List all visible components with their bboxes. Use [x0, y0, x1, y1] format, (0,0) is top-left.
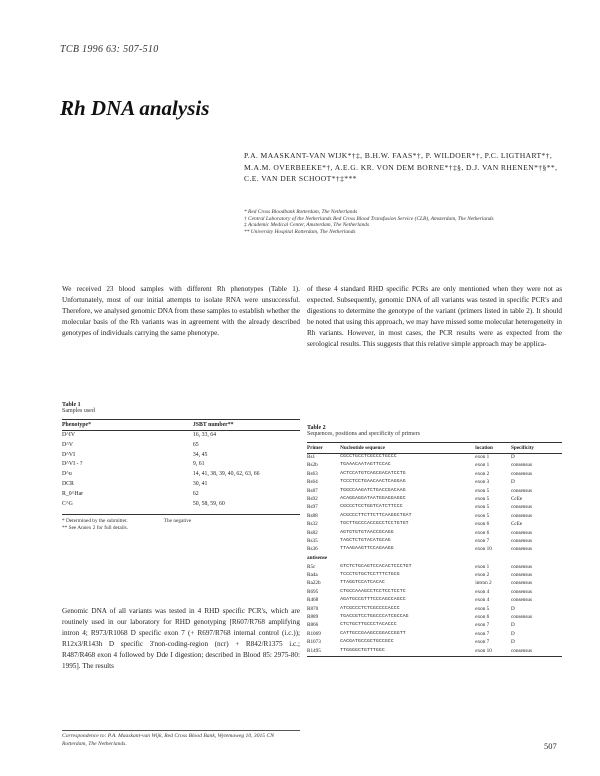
jsbt-cell: 50, 58, 59, 60 [192, 501, 225, 508]
location-cell: exon 5 [475, 504, 490, 511]
table-row [307, 471, 562, 479]
table-row [307, 530, 562, 538]
primer-cell: Rs63 [307, 470, 318, 477]
specificity-cell: consensus [510, 597, 533, 604]
location-cell: exon 1 [475, 462, 490, 469]
table-row [62, 500, 300, 510]
primer-cell: R1069 [307, 630, 321, 637]
primer-cell: Rs88 [307, 512, 318, 519]
primer-cell: R1495 [307, 648, 340, 657]
location-cell: exon 2 [475, 470, 490, 477]
specificity-cell: consensus [510, 614, 533, 621]
sequence-cell: ACAGGAGGATAATGGAGGAGGC [340, 495, 406, 501]
primer-cell: R870 [307, 605, 319, 612]
table-row [307, 639, 562, 647]
page-number: 507 [544, 741, 557, 751]
table-row [307, 580, 562, 588]
table-row [62, 451, 300, 461]
location-cell: exon 5 [475, 495, 490, 502]
sequence-cell: GTCTCTGCAGTCCACACTCCCTGT [340, 563, 412, 569]
section-label: antisense [307, 554, 328, 561]
jsbt-cell: 16, 33, 64 [192, 431, 217, 438]
specificity-cell: consensus [510, 462, 533, 469]
primer-cell: Ra22b [307, 580, 321, 587]
jsbt-cell: 9, 61 [192, 461, 205, 468]
table-row [62, 490, 300, 500]
table-row [307, 589, 562, 597]
author-list: P.A. MAASKANT-VAN WIJK*†‡, B.H.W. FAAS*†, P. WILDOER*†, P.C. LIGTHART*†, M.A.M. OVERBEEKE*†, A.E.G. KR. VON DEM BORNE*†‡§, D.J. VAN RHENEN*†§**, C.E. VAN DER SCHOOT*†‡*** [244, 151, 558, 183]
sequence-cell: TTGGGGCTGTTTGGC [340, 648, 475, 657]
table-row [307, 631, 562, 639]
primer-cell: R468 [307, 597, 319, 604]
location-cell: exon 7 [475, 639, 490, 646]
location-cell: exon 6 [475, 529, 490, 536]
specificity-cell: D [510, 479, 515, 486]
footnote: The negative [163, 518, 192, 525]
table-row [307, 597, 562, 605]
table-row [307, 504, 562, 512]
location-cell: exon 10 [475, 648, 511, 657]
sequence-cell: CGCCTGCCTCGCCCTGCCC [340, 454, 397, 459]
specificity-cell: consensus [510, 580, 533, 587]
location-cell: exon 4 [475, 597, 490, 604]
sequence-cell: CTGCCAAAGCCTCCTCCTCCTC [340, 588, 406, 594]
specificity-cell: consensus [510, 546, 533, 553]
jsbt-cell: 65 [192, 441, 199, 448]
affiliation: ‡ Academic Medical Center, Amsterdam, The Netherlands [244, 222, 370, 229]
sequence-cell: TGGCCAAGATCTGACCGACAAG [340, 487, 406, 493]
primer-cell: Rs2b [307, 462, 318, 469]
sequence-cell: TGAAACAATAGTTCCAC [340, 462, 391, 468]
specificity-cell: D [510, 630, 515, 637]
primer-cell: R866 [307, 622, 319, 629]
location-cell: exon 6 [475, 521, 490, 528]
correspondence-note: Correspondence to: P.A. Maaskant-van Wijk, Red Cross Blood Bank, Wytemaweg 10, 3015 CN Rotterdam, The Netherlands. [62, 730, 300, 748]
table-row [307, 614, 562, 622]
sequence-cell: TTAAGAAGTTCCAGAAGG [340, 546, 394, 552]
phenotype-cell: D^IV [62, 431, 76, 438]
phenotype-cell: D^VI - ? [62, 461, 83, 468]
body-paragraph: We received 23 blood samples with different Rh phenotypes (Table 1). Unfortunately, most of our initial attempts to isolate RNA were unsuccessful. Therefore, we analysed genomic DNA from these samples to establish whether the molecular basis of the Rh variants was in agreement with the already described genotypes of individuals carrying the same phenotype. [62, 285, 300, 337]
sequence-cell: TCCCTGTGCTCCTTTCTGCG [340, 572, 400, 578]
table-row [62, 441, 300, 451]
affiliation: ** University Hospital Rotterdam, The Netherlands [244, 228, 356, 235]
location-cell: exon 3 [475, 479, 490, 486]
table-2 [307, 425, 562, 657]
column-header: Nucleotide sequence [340, 443, 475, 454]
jsbt-cell: 14, 41, 38, 39, 40, 62, 63, 66 [192, 471, 260, 478]
location-cell: exon 5 [475, 487, 490, 494]
jsbt-cell: 30, 41 [192, 481, 208, 488]
column-header: JSBT number** [193, 420, 300, 431]
phenotype-cell: DCR [62, 481, 74, 488]
primer-cell: R5c [307, 563, 316, 570]
body-paragraph: Genomic DNA of all variants was tested in 4 RHD specific PCR's, which are routinely used in our laboratory for RHD genotyping [R607/R768 amplifying intron 4; R973/R1068 D specific exon 7 (+ R697/R768 internal control (i.c.)); R12x3/R143h D specific 3'non-coding-region (ncr) + R842/R1375 i.c.; R487/R468 exon 4 followed by Dde I digestion; described in Blood 85: 2975-80: 1995]. The results [62, 607, 300, 670]
specificity-cell: consensus [510, 512, 533, 519]
article-title: Rh DNA analysis [60, 96, 210, 120]
table-row [307, 648, 562, 657]
sequence-cell: ATCGCCCTCTCGCCCCACCC [340, 605, 400, 611]
footnote: * Determined by the submitter. [62, 518, 128, 525]
specificity-cell: consensus [510, 504, 533, 511]
table-1 [62, 402, 300, 532]
location-cell: exon 5 [475, 605, 490, 612]
primer-cell: R889 [307, 614, 319, 621]
location-cell: exon 7 [475, 537, 490, 544]
location-cell: exon 5 [475, 512, 490, 519]
table-row [307, 488, 562, 496]
table-subtitle: Sequences, positions and specificity of primers [307, 431, 420, 437]
specificity-cell: D [510, 639, 515, 646]
table-caption: Table 1 [62, 402, 81, 408]
location-cell: exon 1 [475, 563, 490, 570]
affiliation: † Central Laboratory of the Netherlands Red Cross Blood Transfusion Service (CLB), Amsterdam, The Netherlands [244, 215, 494, 222]
sequence-cell: CACGATGCCGCTGCCGCC [340, 639, 394, 645]
sequence-cell: TGCTTGCCCACCGCCTCCTGTGT [340, 521, 409, 527]
specificity-cell: consensus [510, 572, 533, 579]
footnote: ** See Annex 2 for full details. [62, 525, 129, 532]
primer-cell: R695 [307, 588, 319, 595]
primer-cell: Ra4a [307, 572, 318, 579]
specificity-cell: consensus [510, 588, 533, 595]
location-cell: intron 2 [475, 580, 492, 587]
primer-cell: Rs64 [307, 479, 318, 486]
phenotype-cell: D^u [62, 471, 72, 478]
table-row [62, 480, 300, 490]
specificity-cell: consensus [510, 470, 533, 477]
location-cell: exon 7 [475, 622, 490, 629]
sequence-cell: TGACCGTCCTGGCCCATCGCCAG [340, 614, 409, 620]
primer-cell: Rs87 [307, 487, 318, 494]
table-row [62, 461, 300, 471]
phenotype-cell: D^VI [62, 451, 76, 458]
section-row [307, 555, 562, 564]
location-cell: exon 1 [475, 454, 490, 460]
phenotype-cell: R_0^Har [62, 491, 84, 498]
primer-cell: Rs36 [307, 546, 318, 553]
phenotype-cell: C^G [62, 501, 73, 508]
sequence-cell: CTCTGCTTGCCCTACACCC [340, 622, 397, 628]
table-row [307, 538, 562, 546]
affiliations [244, 209, 562, 235]
table-footnotes [62, 514, 300, 532]
table-row [62, 471, 300, 481]
column-header: Phenotype* [62, 420, 193, 431]
jsbt-cell: 62 [192, 491, 199, 498]
table-row [62, 431, 300, 441]
sequence-cell: AGTGTGTGTAACCGCAGG [340, 529, 394, 535]
column-header: location [475, 443, 511, 454]
location-cell: exon 10 [475, 546, 492, 553]
specificity-cell: D [510, 622, 515, 629]
sequence-cell: TAGCTCTGTACATGCAG [340, 537, 391, 543]
specificity-cell: D [510, 454, 515, 460]
body-paragraph: of these 4 standard RHD specific PCRs are only mentioned when they were not as expected. Subsequently, genomic DNA of all variants was tested in specific PCR's and digestions to determine the genotype of the variant (primers listed in table 2). It should be noted that using this approach, we may have missed some molecular heterogeneity in Rh variants. However, in most cases, the PCR results were as expected from the serological results. This suggests that this relative simple approach may be applica- [307, 285, 562, 348]
samples-table [62, 419, 300, 510]
primer-cell: R1073 [307, 639, 321, 646]
journal-citation: TCB 1996 63: 507-510 [60, 44, 159, 55]
specificity-cell: consensus [510, 563, 533, 570]
specificity-cell: CcEe [510, 521, 523, 528]
table-row [307, 496, 562, 504]
table-row [307, 606, 562, 614]
jsbt-cell: 34, 45 [192, 451, 208, 458]
table-row [307, 622, 562, 630]
primer-cell: Rs32 [307, 521, 318, 528]
location-cell: exon 6 [475, 614, 490, 621]
primer-cell: Rs82 [307, 529, 318, 536]
location-cell: exon 7 [475, 630, 490, 637]
table-row [307, 564, 562, 572]
primers-table-body [307, 454, 562, 657]
affiliation: * Red Cross Bloodbank Rotterdam, The Netherlands [244, 209, 358, 215]
sequence-cell: ACTCCATGTCAGCGACATCCTG [340, 470, 406, 476]
specificity-cell: CcEe [510, 495, 523, 502]
sequence-cell: TCCCTCCTGAACAACTCAGGAG [340, 479, 406, 485]
primer-cell: Rs97 [307, 504, 318, 511]
specificity-cell: consensus [510, 537, 533, 544]
sequence-cell: AGATGCCGTTTCCCAGCCAGCC [340, 597, 406, 603]
table-row [307, 521, 562, 529]
location-cell: exon 2 [475, 572, 490, 579]
table-row [307, 479, 562, 487]
specificity-cell: D [510, 605, 515, 612]
primers-table [307, 442, 562, 657]
table-row [307, 513, 562, 521]
sequence-cell: ACGCCCTTCTTCTTCAAGGCTGAT [340, 512, 412, 518]
specificity-cell: consensus [510, 487, 533, 494]
specificity-cell: consensus [510, 529, 533, 536]
sequence-cell: TTAGGTCCATCACAC [340, 580, 385, 586]
specificity-cell: consensus [511, 648, 562, 657]
sequence-cell: CGCCCTCCTGGTCATCTTCCC [340, 504, 403, 510]
table-caption: Table 2 [307, 425, 326, 431]
primer-cell: Rs35 [307, 537, 318, 544]
sequence-cell: CATTGCCGAAGCCGGACCGGTT [340, 630, 406, 636]
table-row [307, 454, 562, 463]
primer-cell: Rs92 [307, 495, 318, 502]
table-subtitle: Samples used [62, 408, 95, 414]
table-row [307, 462, 562, 470]
column-header: Primer [307, 443, 340, 454]
column-header: Specificity [511, 443, 562, 454]
location-cell: exon 4 [475, 588, 490, 595]
phenotype-cell: D^V [62, 441, 74, 448]
primer-cell: Rs1 [307, 454, 316, 460]
table-row [307, 546, 562, 554]
table-row [307, 572, 562, 580]
